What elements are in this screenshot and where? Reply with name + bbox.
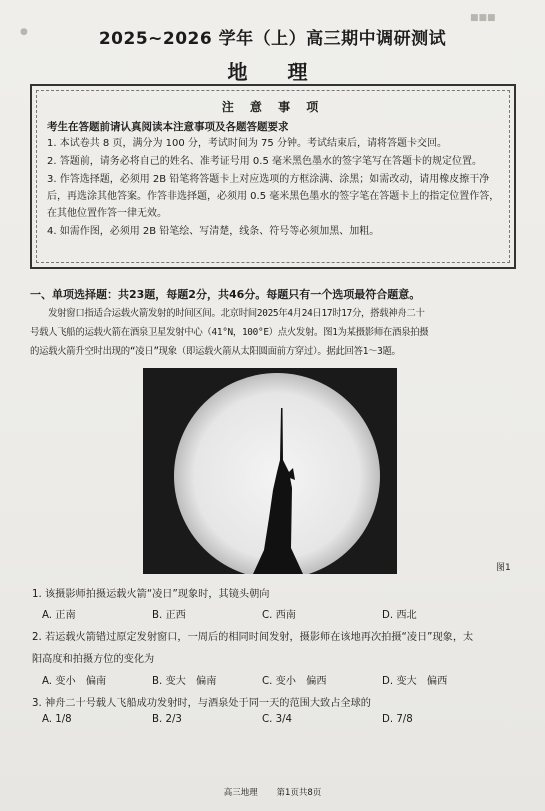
option-a: A. 变小 偏南 — [42, 676, 107, 687]
notice-item: 3. 作答选择题，必须用 2B 铅笔将答题卡上对应选项的方框涂满、涂黑；如需改动，请用橡皮擦干净后，再选涂其他答案。作答非选择题，必须用 0.5 毫米黑色墨水的签字笔在答题卡上的指定位置作答，在其他位置作答一律无效。 — [47, 174, 500, 219]
notice-title: 注 意 事 项 — [221, 100, 325, 114]
notice-inner-frame — [36, 90, 510, 263]
option-a: A. 1/8 — [42, 714, 72, 725]
question-stem: 1. 该摄影师拍摄运载火箭“凌日”现象时，其镜头朝向 — [32, 589, 270, 600]
question-stem: 2. 若运载火箭错过原定发射窗口，一周后的相同时间发射，摄影师在该地再次拍摄“凌日”现象，太 — [32, 632, 474, 643]
notice-item: 1. 本试卷共 8 页，满分为 100 分，考试时间为 75 分钟。考试结束后，请将答题卡交回。 — [47, 138, 447, 149]
exam-title: 2025~2026 学年（上）高三期中调研测试 — [98, 29, 447, 49]
notice-box — [30, 84, 516, 269]
question-stem: 3. 神舟二十号载人飞船成功发射时，与酒泉处于同一天的范围大致占全球的 — [32, 698, 371, 709]
notice-item: 2. 答题前，请务必将自己的姓名、准考证号用 0.5 毫米黑色墨水的签字笔写在答题卡的规定位置。 — [47, 156, 482, 167]
intro-line: 号载人飞船的运载火箭在酒泉卫星发射中心（41°N，100°E）点火发射。图1为某摄影师在酒泉拍摄 — [30, 327, 429, 338]
notice-item: 4. 如需作图，必须用 2B 铅笔绘、写清楚，线条、符号等必须加黑、加粗。 — [47, 226, 380, 237]
page-footer — [0, 786, 545, 798]
bleed-through-mark: ● — [20, 27, 28, 37]
option-b: B. 正西 — [152, 610, 186, 621]
bleed-through-text: ■■■ — [470, 13, 496, 23]
intro-line: 的运载火箭升空时出现的“凌日”现象（即运载火箭从太阳圆面前方穿过）。据此回答1～3题。 — [30, 346, 401, 357]
option-b: B. 变大 偏南 — [152, 676, 217, 687]
footer-subject: 高三地理 — [223, 788, 258, 798]
figure-label: 图1 — [496, 563, 511, 573]
section-heading: 一、单项选择题：共23题，每题2分，共46分。每题只有一个选项最符合题意。 — [30, 288, 421, 301]
intro-paragraph — [30, 304, 518, 361]
footer-page-number: 第1页共8页 — [276, 788, 322, 798]
intro-line: 发射窗口指适合运载火箭发射的时间区间。北京时间2025年4月24日17时17分，搭载神舟二十 — [30, 308, 425, 319]
option-c: C. 3/4 — [262, 714, 292, 725]
option-c: C. 变小 偏西 — [262, 676, 327, 687]
option-b: B. 2/3 — [152, 714, 182, 725]
option-d: D. 变大 偏西 — [382, 676, 448, 687]
question-stem-continued: 阳高度和拍摄方位的变化为 — [32, 654, 155, 665]
rocket-transit-photo — [143, 368, 397, 574]
notice-lead: 考生在答题前请认真阅读本注意事项及各题答题要求 — [47, 121, 289, 133]
subject-title: 地 理 — [227, 60, 318, 84]
option-c: C. 西南 — [262, 610, 296, 621]
option-d: D. 西北 — [382, 610, 417, 621]
sun-rocket-silhouette-image — [143, 368, 397, 574]
option-a: A. 正南 — [42, 610, 76, 621]
option-d: D. 7/8 — [382, 714, 413, 725]
